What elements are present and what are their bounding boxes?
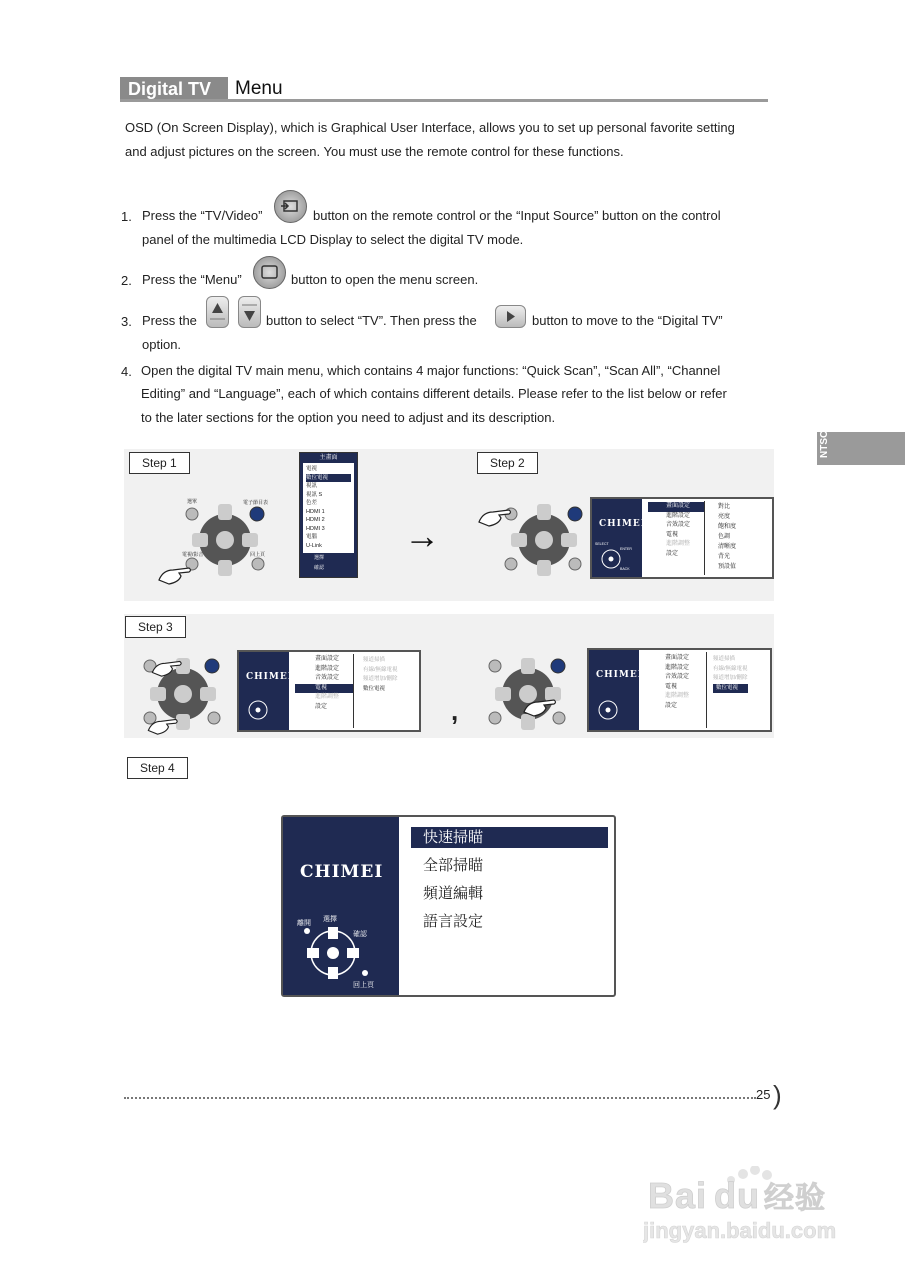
source-item-selected[interactable]: 數位電視 xyxy=(306,474,351,483)
osd-sub-list xyxy=(713,655,748,693)
osd-dpad-icon xyxy=(247,698,269,722)
osd-sub-item[interactable]: 頻道增加/刪除 xyxy=(363,676,398,682)
hand-pointer-icon xyxy=(522,694,558,718)
baidu-watermark xyxy=(648,1166,848,1223)
osd-hint-ok: 確認 xyxy=(353,931,367,938)
osd-brand-panel xyxy=(239,652,293,730)
osd-dpad-icon xyxy=(303,917,383,989)
osd-sub-item[interactable]: 亮度 xyxy=(718,514,731,520)
osd-brand-panel xyxy=(589,650,643,730)
osd-hint-select: 選擇 xyxy=(323,916,337,923)
footer-dotted-rule xyxy=(124,1097,756,1099)
source-menu-list xyxy=(303,463,354,553)
osd-sub-item[interactable]: 頻道掃描 xyxy=(713,656,736,662)
osd-dpad-icon xyxy=(600,547,622,571)
osd-hint-select: SELECT xyxy=(595,542,609,546)
osd-divider xyxy=(706,652,707,728)
source-item[interactable]: 色差 xyxy=(306,500,318,506)
osd-sub-item[interactable]: 清晰度 xyxy=(718,544,737,550)
osd-sub-item[interactable]: 色調 xyxy=(718,534,731,540)
osd-sub-item[interactable]: 有線/無線電視 xyxy=(713,665,748,672)
source-menu-footer-select: 選擇 xyxy=(314,555,325,561)
tv-video-button-icon xyxy=(274,190,307,223)
chimei-logo: CHIMEI xyxy=(596,670,643,680)
osd-sub-item[interactable]: 有線/無線電視 xyxy=(363,666,398,673)
osd-sub-list xyxy=(718,502,736,572)
step-3-label: Step 3 xyxy=(125,616,186,638)
remote-control-step-1 xyxy=(180,496,270,578)
menu-button-icon xyxy=(253,256,286,289)
osd-main-list xyxy=(645,654,705,711)
osd-divider xyxy=(704,501,705,575)
osd-hint-exit: 離開 xyxy=(297,920,311,927)
chimei-logo: CHIMEI xyxy=(300,862,384,882)
step-4-number: 4. xyxy=(121,364,132,379)
osd-sub-item[interactable]: 預設值 xyxy=(718,564,737,570)
osd-hint-back: 回上頁 xyxy=(353,982,374,989)
osd-sub-list xyxy=(363,656,398,694)
osd-sub-item[interactable]: 頻道增加/刪除 xyxy=(713,675,748,681)
osd-dpad-icon xyxy=(597,698,619,722)
chimei-logo: CHIMEI xyxy=(599,519,646,529)
step-4-line-3: to the later sections for the option you need to adjust and its description. xyxy=(141,410,556,425)
transition-arrow-icon: → xyxy=(404,515,440,556)
page-number: 25 xyxy=(756,1087,771,1102)
step-3-text-c: button to move to the “Digital TV” xyxy=(532,313,723,328)
source-item[interactable]: HDMI 1 xyxy=(306,508,325,515)
source-item[interactable]: 電視 xyxy=(306,466,318,472)
osd-menu-item[interactable]: 音效設定 xyxy=(666,522,691,528)
section-tag: Digital TV xyxy=(120,77,228,101)
osd-hint-enter: ENTER xyxy=(620,547,632,551)
osd-picture-menu xyxy=(590,497,774,579)
remote-control-step-3b xyxy=(483,650,573,732)
osd-menu-item[interactable]: 進階調整 xyxy=(315,694,340,700)
svg-text:du: du xyxy=(714,1175,760,1214)
osd-menu-item[interactable]: 進階設定 xyxy=(315,665,340,672)
osd-menu-item[interactable]: 進階調整 xyxy=(665,693,690,699)
hand-pointer-icon xyxy=(157,562,193,586)
osd-menu-item[interactable]: 進階設定 xyxy=(665,664,690,671)
ntsc-label: NTSC xyxy=(819,430,830,458)
source-item[interactable]: 視訊 xyxy=(306,483,318,489)
osd-menu-item[interactable]: 設定 xyxy=(315,703,328,710)
osd-sub-item[interactable]: 頻道掃描 xyxy=(363,657,386,663)
step-4-line-1: Open the digital TV main menu, which contains 4 major functions: “Quick Scan”, “Scan All”, “Channel xyxy=(141,363,721,378)
svg-text:经验: 经验 xyxy=(764,1181,826,1214)
osd-sub-item-selected[interactable]: 數位電視 xyxy=(713,684,748,694)
remote-1-menu-label: 選單 xyxy=(187,499,198,505)
osd-hint-back: BACK xyxy=(620,567,630,571)
remote-1-source-label: 電視/影音 xyxy=(182,552,204,558)
osd-sub-item[interactable]: 飽和度 xyxy=(718,524,737,530)
section-title: Menu xyxy=(235,78,283,99)
osd-brand-panel xyxy=(592,499,646,577)
baidu-watermark-url xyxy=(643,1216,853,1250)
osd-sub-item[interactable]: 對比 xyxy=(718,504,731,510)
down-button-icon xyxy=(238,296,261,328)
digital-tv-menu-list xyxy=(411,827,608,932)
osd-menu-item[interactable]: 電視 xyxy=(665,683,678,690)
osd-divider xyxy=(353,654,354,728)
right-button-icon xyxy=(495,305,526,328)
chimei-logo: CHIMEI xyxy=(246,672,293,682)
step-3-separator: , xyxy=(451,696,459,726)
digital-tv-main-menu xyxy=(281,815,616,997)
osd-main-list xyxy=(648,502,704,559)
remote-1-epg-label: 電子節目表 xyxy=(243,500,269,506)
step-3-text-a: Press the xyxy=(142,313,197,328)
up-button-icon xyxy=(206,296,229,328)
hand-pointer-icon xyxy=(477,504,513,528)
step-2-text-a: Press the “Menu” xyxy=(142,272,242,287)
osd-menu-item[interactable]: 畫面設定 xyxy=(665,655,690,661)
source-item[interactable]: HDMI 2 xyxy=(306,517,325,523)
step-4-label: Step 4 xyxy=(127,757,188,779)
intro-line-2: and adjust pictures on the screen. You must use the remote control for these functions. xyxy=(125,144,624,159)
source-menu-title: 主畫面 xyxy=(319,455,338,461)
step-2-label: Step 2 xyxy=(477,452,538,474)
osd-main-list xyxy=(295,655,353,712)
quick-scan-item[interactable]: 快速掃瞄 xyxy=(411,827,608,848)
step-3-text-d: option. xyxy=(142,337,182,352)
osd-menu-item[interactable]: 設定 xyxy=(665,702,678,709)
osd-tv-menu-a xyxy=(237,650,421,732)
svg-text:Bai: Bai xyxy=(648,1175,708,1214)
osd-menu-item-selected[interactable]: 畫面設定 xyxy=(648,502,704,512)
osd-menu-item[interactable]: 音效設定 xyxy=(315,675,340,681)
svg-text:jingyan.baidu.com: jingyan.baidu.com xyxy=(643,1218,837,1243)
hand-pointer-icon xyxy=(146,714,180,736)
step-1-text-a: Press the “TV/Video” xyxy=(142,208,263,223)
osd-tv-menu-b xyxy=(587,648,772,732)
page-number-bracket: ) xyxy=(773,1080,782,1110)
step-2-text-b: button to open the menu screen. xyxy=(291,272,479,287)
header-rule xyxy=(120,99,768,102)
step-1-number: 1. xyxy=(121,209,132,224)
osd-menu-item[interactable]: 音效設定 xyxy=(665,674,690,680)
osd-menu-item[interactable]: 進階設定 xyxy=(666,512,691,519)
channel-editing-item[interactable]: 頻道編輯 xyxy=(423,885,484,902)
step-2-number: 2. xyxy=(121,273,132,288)
hand-pointer-icon xyxy=(150,656,184,678)
intro-line-1: OSD (On Screen Display), which is Graphical User Interface, allows you to set up personal favorite setting xyxy=(125,120,735,135)
osd-sub-item[interactable]: 數位電視 xyxy=(363,685,386,692)
language-item[interactable]: 語言設定 xyxy=(423,913,484,930)
step-1-text-c: panel of the multimedia LCD Display to select the digital TV mode. xyxy=(142,232,524,247)
source-item[interactable]: 電腦 xyxy=(306,534,318,540)
osd-menu-item[interactable]: 畫面設定 xyxy=(315,656,340,662)
osd-menu-item[interactable]: 設定 xyxy=(666,550,679,557)
step-4-line-2: Editing” and “Language”, each of which contains different details. Please refer to the list below or refer xyxy=(141,386,727,401)
scan-all-item[interactable]: 全部掃瞄 xyxy=(423,857,484,874)
step-1-text-b: button on the remote control or the “Input Source” button on the control xyxy=(313,208,721,223)
source-menu xyxy=(299,452,358,578)
source-item[interactable]: U-Link xyxy=(306,542,322,549)
osd-sub-item[interactable]: 背光 xyxy=(718,554,731,560)
source-item[interactable]: 視訊 S xyxy=(306,491,323,498)
osd-brand-panel xyxy=(283,817,399,995)
source-menu-footer-enter: 確認 xyxy=(314,565,325,571)
osd-menu-item-selected[interactable]: 電視 xyxy=(295,684,353,694)
osd-menu-item[interactable]: 進階調整 xyxy=(666,541,691,547)
step-1-label: Step 1 xyxy=(129,452,190,474)
ntsc-side-tab xyxy=(817,432,905,465)
remote-1-back-label: 回上頁 xyxy=(250,552,266,558)
osd-menu-item[interactable]: 電視 xyxy=(666,531,679,538)
step-3-number: 3. xyxy=(121,314,132,329)
step-3-text-b: button to select “TV”. Then press the xyxy=(266,313,477,328)
source-item[interactable]: HDMI 3 xyxy=(306,525,325,532)
